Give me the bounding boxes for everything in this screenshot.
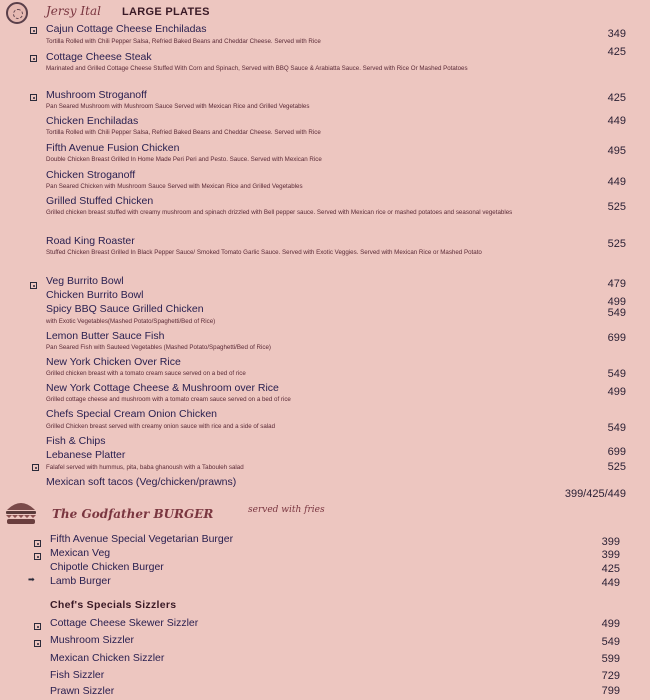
- menu-item-name: Fifth Avenue Special Vegetarian Burger: [50, 533, 234, 545]
- menu-item-price: 495: [607, 145, 626, 157]
- menu-item-name: Lamb Burger: [50, 575, 111, 587]
- menu-item-name: Veg Burrito Bowl: [46, 275, 124, 287]
- restaurant-logo-icon: [6, 2, 28, 24]
- menu-item-desc: Grilled chicken breast stuffed with creamy mushroom and spinach drizzled with Bell pepper sauce. Served with Mexican rice or mashed potatoes and seasonal vegetables: [46, 209, 513, 216]
- section-title-large-plates: LARGE PLATES: [122, 6, 210, 18]
- menu-item-price: 499: [607, 386, 626, 398]
- menu-item-price: 499: [601, 618, 620, 630]
- menu-item-price: 399: [601, 549, 620, 561]
- menu-item-name: Grilled Stuffed Chicken: [46, 195, 154, 207]
- menu-item-price: 549: [601, 636, 620, 648]
- menu-item-name: New York Chicken Over Rice: [46, 356, 181, 368]
- menu-item-desc: Pan Seared Fish with Sauteed Vegetables (Mashed Potato/Spaghetti/Bed of Rice): [46, 344, 271, 351]
- menu-item-price: 699: [607, 446, 626, 458]
- menu-item-price: 499: [607, 296, 626, 308]
- menu-item-name: Chicken Enchiladas: [46, 115, 139, 127]
- menu-item-desc: Tortilla Rolled with Chili Pepper Salsa, Refried Baked Beans and Cheddar Cheese. Served with Rice: [46, 38, 321, 45]
- veg-icon: [34, 540, 41, 547]
- menu-item-name: Chicken Burrito Bowl: [46, 289, 144, 301]
- menu-item-name: Mexican Veg: [50, 547, 111, 559]
- menu-item-name: Fish & Chips: [46, 435, 106, 447]
- menu-item-desc: Falafel served with hummus, pita, baba ghanoush with a Tabouleh salad: [46, 464, 244, 471]
- menu-item-desc: Pan Seared Chicken with Mushroom Sauce Served with Mexican Rice and Grilled Vegetables: [46, 183, 303, 190]
- menu-item-desc: Grilled Chicken breast served with creamy onion sauce with rice and a side of salad: [46, 423, 276, 430]
- veg-icon: [30, 282, 37, 289]
- veg-icon: [30, 55, 37, 62]
- menu-item-desc: Grilled cottage cheese and mushroom with a tomato cream sauce served on a bed of rice: [46, 396, 291, 403]
- menu-item-name: Spicy BBQ Sauce Grilled Chicken: [46, 303, 204, 315]
- menu-item-price: 699: [607, 332, 626, 344]
- burger-section-title: The Godfather BURGER: [52, 507, 214, 521]
- veg-icon: [30, 94, 37, 101]
- veg-icon: [34, 623, 41, 630]
- menu-item-name: Chicken Stroganoff: [46, 169, 136, 181]
- menu-item-name: Prawn Sizzler: [50, 685, 115, 697]
- menu-item-price: 425: [607, 92, 626, 104]
- menu-item-price: 425: [601, 563, 620, 575]
- menu-item-price: 549: [607, 422, 626, 434]
- menu-item-name: Lemon Butter Sauce Fish: [46, 330, 165, 342]
- menu-item-price: 399: [601, 536, 620, 548]
- menu-item-desc: Double Chicken Breast Grilled In Home Made Peri Peri and Pesto. Sauce. Served with Mexican Rice: [46, 156, 322, 163]
- menu-item-price: 399/425/449: [564, 488, 626, 500]
- menu-item-price: 525: [607, 461, 626, 473]
- menu-item-name: Cajun Cottage Cheese Enchiladas: [46, 23, 207, 35]
- menu-item-name: Mexican soft tacos (Veg/chicken/prawns): [46, 476, 237, 488]
- menu-item-price: 449: [607, 115, 626, 127]
- menu-item-name: Chefs Special Cream Onion Chicken: [46, 408, 217, 420]
- menu-item-price: 729: [601, 670, 620, 682]
- burger-icon: [4, 498, 38, 526]
- menu-item-name: Road King Roaster: [46, 235, 135, 247]
- section-title-sizzlers: Chef's Specials Sizzlers: [50, 599, 177, 611]
- menu-item-desc: Stuffed Chicken Breast Grilled In Black Pepper Sauce/ Smoked Tomato Garlic Sauce. Served with Exotic Veggies. Served with Mexican Rice or Mashed Potato: [46, 249, 482, 256]
- menu-item-name: Cottage Cheese Steak: [46, 51, 152, 63]
- menu-item-name: Mushroom Stroganoff: [46, 89, 147, 101]
- menu-item-price: 349: [607, 28, 626, 40]
- menu-item-name: Chipotle Chicken Burger: [50, 561, 164, 573]
- menu-item-price: 449: [601, 577, 620, 589]
- menu-item-name: New York Cottage Cheese & Mushroom over Rice: [46, 382, 279, 394]
- arrow-marker-icon: ➡: [28, 575, 35, 584]
- menu-item-price: 799: [601, 685, 620, 697]
- brand-script: Jersy Ital: [46, 4, 101, 18]
- menu-item-price: 549: [607, 307, 626, 319]
- burger-section-note: served with fries: [248, 505, 325, 515]
- menu-item-desc: Pan Seared Mushroom with Mushroom Sauce Served with Mexican Rice and Grilled Vegetables: [46, 103, 310, 110]
- menu-item-desc: Tortilla Rolled with Chili Pepper Salsa, Refried Baked Beans and Cheddar Cheese. Served with Rice: [46, 129, 321, 136]
- menu-item-name: Mexican Chicken Sizzler: [50, 652, 165, 664]
- veg-icon: [32, 464, 39, 471]
- menu-item-price: 525: [607, 201, 626, 213]
- menu-item-name: Cottage Cheese Skewer Sizzler: [50, 617, 199, 629]
- menu-item-desc: with Exotic Vegetables(Mashed Potato/Spaghetti/Bed of Rice): [46, 318, 216, 325]
- menu-item-price: 549: [607, 368, 626, 380]
- menu-item-price: 425: [607, 46, 626, 58]
- menu-item-name: Fifth Avenue Fusion Chicken: [46, 142, 180, 154]
- menu-item-name: Fish Sizzler: [50, 669, 105, 681]
- veg-icon: [34, 640, 41, 647]
- menu-item-price: 599: [601, 653, 620, 665]
- veg-icon: [30, 27, 37, 34]
- menu-item-desc: Grilled chicken breast with a tomato cream sauce served on a bed of rice: [46, 370, 246, 377]
- menu-item-price: 479: [607, 278, 626, 290]
- menu-item-desc: Marinated and Grilled Cottage Cheese Stuffed With Corn and Spinach, Served with BBQ Sauce & Arabiatta Sauce. Served with Rice Or Mashed Potatoes: [46, 65, 468, 72]
- menu-item-name: Lebanese Platter: [46, 449, 126, 461]
- menu-item-price: 449: [607, 176, 626, 188]
- menu-item-name: Mushroom Sizzler: [50, 634, 135, 646]
- veg-icon: [34, 553, 41, 560]
- menu-item-price: 525: [607, 238, 626, 250]
